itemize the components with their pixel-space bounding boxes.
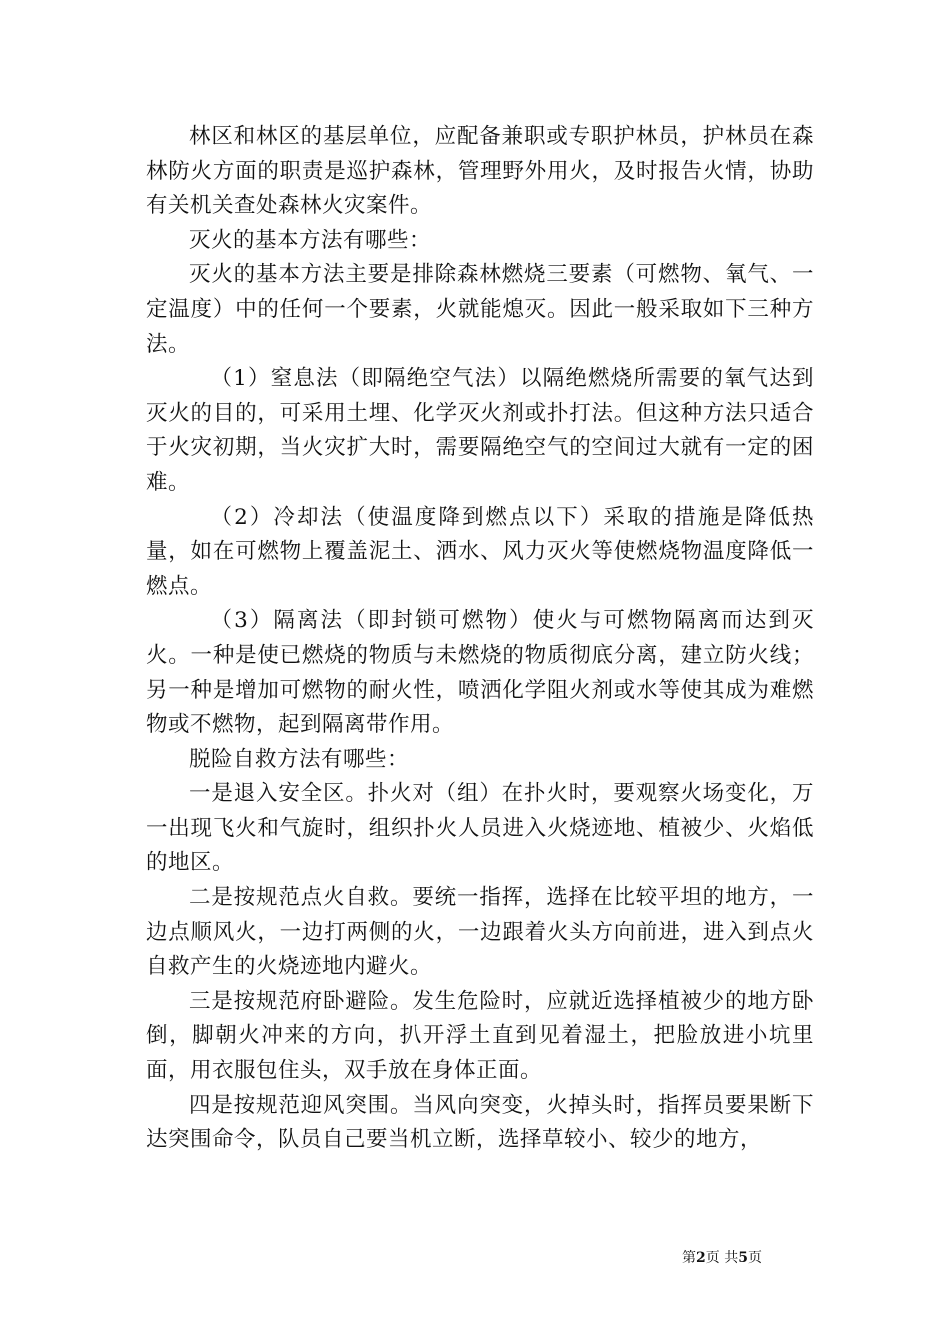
paragraph-rescue-2: 二是按规范点火自救。要统一指挥，选择在比较平坦的地方，一边点顺风火，一边打两侧的火，一边跟着火头方向前进，进入到点火自救产生的火烧迹地内避火。 bbox=[146, 885, 814, 980]
footer-prefix: 第 bbox=[682, 1250, 696, 1266]
footer-suffix: 页 bbox=[747, 1250, 762, 1266]
paragraph-method-2: （2）冷却法（使温度降到燃点以下）采取的措施是降低热量，如在可燃物上覆盖泥土、洒水、风力灭火等使燃烧物温度降低一燃点。 bbox=[146, 504, 814, 599]
heading-extinguish-methods: 灭火的基本方法有哪些： bbox=[189, 227, 432, 253]
footer-total-pages: 5 bbox=[738, 1250, 748, 1266]
paragraph-extinguish-intro: 灭火的基本方法主要是排除森林燃烧三要素（可燃物、氧气、一定温度）中的任何一个要素，火就能熄灭。因此一般采取如下三种方法。 bbox=[146, 262, 814, 357]
paragraph-method-3: （3）隔离法（即封锁可燃物）使火与可燃物隔离而达到灭火。一种是使已燃烧的物质与未燃烧的物质彻底分离，建立防火线；另一种是增加可燃物的耐火性，喷洒化学阻火剂或水等使其成为难燃物或不燃物，起到隔离带作用。 bbox=[146, 608, 814, 738]
paragraph-method-1: （1）窒息法（即隔绝空气法）以隔绝燃烧所需要的氧气达到灭火的目的，可采用土埋、化学灭火剂或扑打法。但这种方法只适合于火灾初期，当火灾扩大时，需要隔绝空气的空间过大就有一定的困难。 bbox=[146, 366, 814, 495]
footer-middle: 页 共 bbox=[705, 1250, 739, 1266]
footer-current-page: 2 bbox=[696, 1250, 706, 1266]
paragraph-rescue-1: 一是退入安全区。扑火对（组）在扑火时，要观察火场变化，万一出现飞火和气旋时，组织扑火人员进入火烧迹地、植被少、火焰低的地区。 bbox=[146, 781, 814, 876]
document-body bbox=[146, 120, 814, 1158]
paragraph-rescue-4: 四是按规范迎风突围。当风向突变，火掉头时，指挥员要果断下达突围命令，队员自己要当机立断，选择草较小、较少的地方， bbox=[146, 1092, 814, 1153]
page-number-footer bbox=[682, 1249, 762, 1267]
heading-self-rescue: 脱险自救方法有哪些： bbox=[189, 746, 410, 772]
paragraph-forest-ranger: 林区和林区的基层单位，应配备兼职或专职护林员，护林员在森林防火方面的职责是巡护森林，管理野外用火，及时报告火情，协助有关机关查处森林火灾案件。 bbox=[146, 124, 814, 219]
paragraph-rescue-3: 三是按规范府卧避险。发生危险时，应就近选择植被少的地方卧倒，脚朝火冲来的方向，扒开浮土直到见着湿土，把脸放进小坑里面，用衣服包住头，双手放在身体正面。 bbox=[146, 988, 814, 1084]
